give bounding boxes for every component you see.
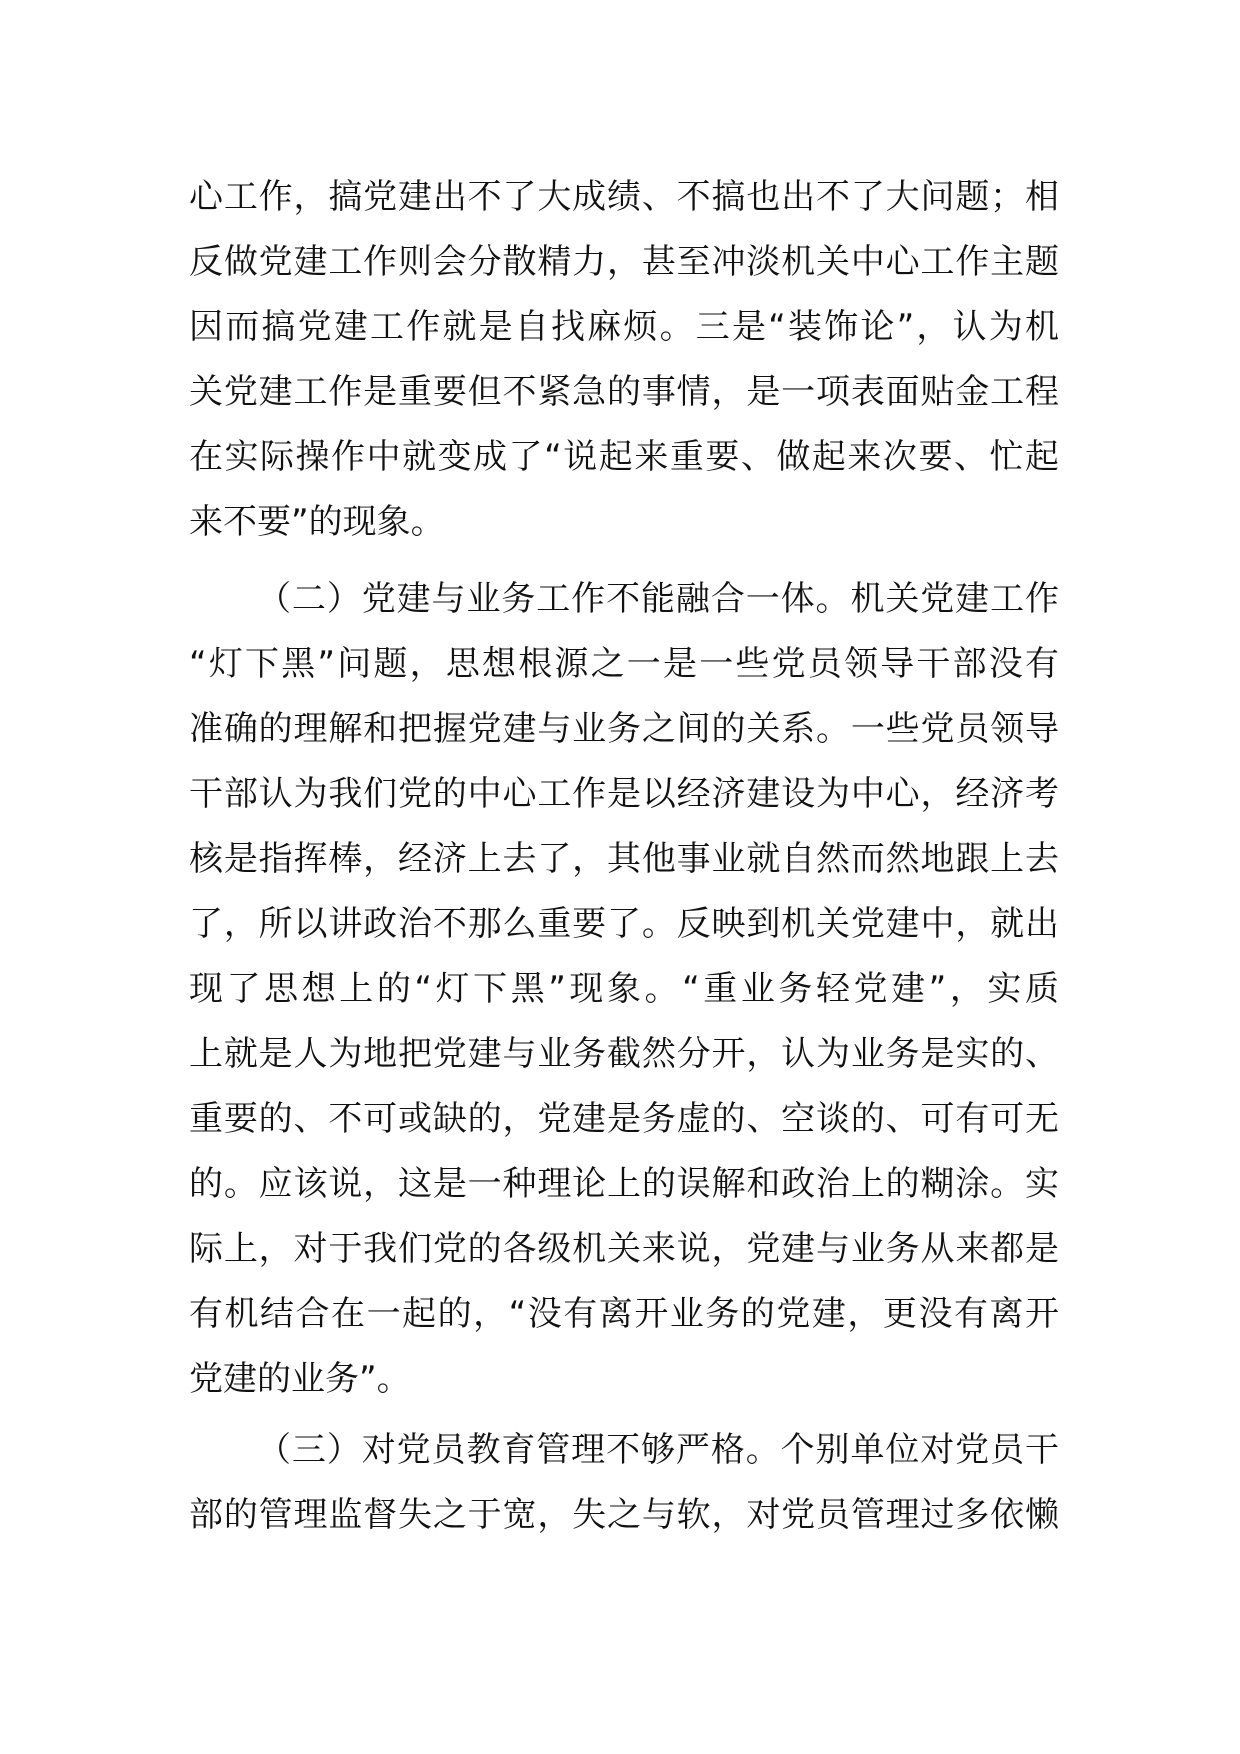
text-line: 上就是人为地把党建与业务截然分开，认为业务是实的、: [189, 1034, 1059, 1074]
paragraph-1: [189, 165, 1059, 555]
text-line: 心工作，搞党建出不了大成绩、不搞也出不了大问题；相: [189, 177, 1059, 217]
text-line: 因而搞党建工作就是自找麻烦。三是“装饰论”，认为机: [189, 307, 1059, 347]
text-line: 部的管理监督失之于宽，失之与软，对党员管理过多依懒: [189, 1495, 1059, 1535]
text-line: 准确的理解和把握党建与业务之间的关系。一些党员领导: [189, 709, 1059, 749]
text-line: 有机结合在一起的，“没有离开业务的党建，更没有离开: [189, 1294, 1059, 1334]
text-line: 核是指挥棒，经济上去了，其他事业就自然而然地跟上去: [189, 839, 1059, 879]
text-line: 关党建工作是重要但不紧急的事情，是一项表面贴金工程: [189, 372, 1059, 412]
paragraph-3: [189, 1418, 1059, 1548]
text-line: （三）对党员教育管理不够严格。个别单位对党员干: [257, 1430, 1059, 1470]
text-line: 了，所以讲政治不那么重要了。反映到机关党建中，就出: [189, 904, 1059, 944]
text-line: 党建的业务”。: [189, 1359, 411, 1399]
paragraph-2: [189, 567, 1059, 1412]
text-line: （二）党建与业务工作不能融合一体。机关党建工作: [257, 579, 1059, 619]
text-line: 干部认为我们党的中心工作是以经济建设为中心，经济考: [189, 774, 1059, 814]
text-line: 重要的、不可或缺的，党建是务虚的、空谈的、可有可无: [189, 1099, 1059, 1139]
text-line: 际上，对于我们党的各级机关来说，党建与业务从来都是: [189, 1229, 1059, 1269]
text-line: “灯下黑”问题，思想根源之一是一些党员领导干部没有: [189, 644, 1059, 684]
text-line: 在实际操作中就变成了“说起来重要、做起来次要、忙起: [189, 437, 1059, 477]
text-line: 来不要”的现象。: [189, 502, 445, 542]
text-line: 现了思想上的“灯下黑”现象。“重业务轻党建”，实质: [189, 969, 1059, 1009]
text-line: 的。应该说，这是一种理论上的误解和政治上的糊涂。实: [189, 1164, 1059, 1204]
text-line: 反做党建工作则会分散精力，甚至冲淡机关中心工作主题: [189, 242, 1059, 282]
